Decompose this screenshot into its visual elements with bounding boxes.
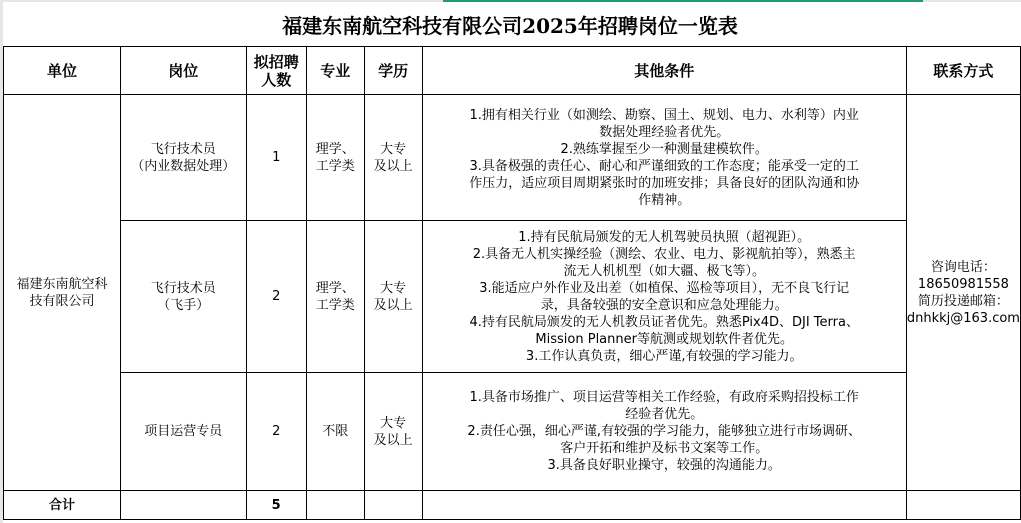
condition-line: 2.具备无人机实操经验（测绘、农业、电力、影视航拍等），熟悉主: [472, 246, 856, 262]
unit-name-line2: 技有限公司: [29, 293, 95, 309]
condition-line: 数据处理经验者优先。: [599, 124, 730, 140]
count-cell: 2: [246, 221, 306, 373]
header-row: [4, 47, 1021, 95]
condition-line: 3.具备极强的责任心、耐心和严谨细致的工作态度；能承受一定的工: [469, 158, 859, 174]
table-row: [4, 95, 1021, 221]
position-line1: 飞行技术员: [150, 280, 216, 296]
empty-cell: [306, 491, 364, 520]
condition-line: 3.具备良好职业操守，较强的沟通能力。: [547, 458, 781, 473]
position-cell: [121, 221, 247, 373]
condition-line: 录，具备较强的安全意识和应急处理能力。: [540, 297, 788, 313]
count-cell: 2: [246, 373, 306, 491]
position-cell: [121, 95, 247, 221]
header-count-line2: 人数: [261, 70, 292, 89]
education-line1: 大专: [380, 280, 407, 296]
empty-cell: [364, 491, 422, 520]
unit-cell: [4, 95, 121, 491]
header-contact: 联系方式: [906, 47, 1020, 95]
condition-line: 3.工作认真负责，细心严谨,有较强的学习能力。: [525, 348, 803, 364]
condition-line: 经验者优先。: [625, 407, 704, 422]
major-cell: [306, 221, 364, 373]
condition-line: 2.责任心强，细心严谨,有较强的学习能力，能够独立进行市场调研、: [467, 424, 861, 439]
condition-line: 1.拥有相关行业（如测绘、勘察、国土、规划、电力、水利等）内业: [469, 107, 859, 123]
major-line2: 工学类: [315, 297, 355, 313]
table-row: [4, 221, 1021, 373]
table-row: [4, 373, 1021, 491]
education-line1: 大专: [380, 141, 407, 157]
education-line2: 及以上: [373, 297, 413, 313]
condition-line: 作精神。: [638, 192, 691, 208]
condition-line: 流无人机机型（如大疆、极飞等）。: [563, 263, 765, 279]
unit-name-line1: 福建东南航空科: [16, 276, 108, 292]
total-row: [4, 491, 1021, 520]
major-cell: [306, 95, 364, 221]
education-line2: 及以上: [373, 432, 413, 448]
condition-line: 作压力，适应项目周期紧张时的加班安排；具备良好的团队沟通和协: [469, 175, 860, 191]
condition-line: 1.具备市场推广、项目运营等相关工作经验，有政府采购招投标工作: [469, 390, 859, 405]
position-line1: 飞行技术员: [150, 141, 216, 157]
education-line1: 大专: [380, 415, 407, 431]
header-count: [246, 47, 306, 95]
recruitment-table: [3, 46, 1021, 520]
header-education: 学历: [364, 47, 422, 95]
contact-cell: [906, 95, 1020, 491]
education-line2: 及以上: [373, 158, 413, 174]
count-cell: 1: [246, 95, 306, 221]
email-address: dnhkkj@163.com: [906, 310, 1020, 326]
header-unit: 单位: [4, 47, 121, 95]
position-line2: （内业数据处理）: [131, 158, 236, 174]
major-cell: 不限: [306, 373, 364, 491]
education-cell: [364, 95, 422, 221]
position-cell: 项目运营专员: [121, 373, 247, 491]
major-line1: 理学、: [315, 141, 355, 157]
total-label: 合计: [4, 491, 121, 520]
condition-line: 3.能适应户外作业及出差（如植保、巡检等项目），无不良飞行记: [479, 280, 850, 296]
education-cell: [364, 373, 422, 491]
condition-line: 2.熟练掌握至少一种测量建模软件。: [560, 141, 768, 157]
page-title: 福建东南航空科技有限公司2025年招聘岗位一览表: [282, 13, 738, 38]
header-major: 专业: [306, 47, 364, 95]
total-count: 5: [246, 491, 306, 520]
empty-cell: [121, 491, 247, 520]
header-count-line1: 拟招聘: [253, 52, 299, 71]
header-conditions: 其他条件: [422, 47, 906, 95]
position-line2: （飞手）: [157, 297, 210, 313]
condition-line: 1.持有民航局颁发的无人机驾驶员执照（超视距）。: [518, 229, 811, 245]
education-cell: [364, 221, 422, 373]
phone-number: 18650981558: [917, 276, 1009, 292]
header-position: 岗位: [121, 47, 247, 95]
condition-line: Mission Planner等航测或规划软件者优先。: [535, 331, 793, 347]
phone-label: 咨询电话：: [930, 259, 996, 275]
major-line2: 工学类: [315, 158, 355, 174]
conditions-cell: [422, 221, 906, 373]
condition-line: 客户开拓和维护及标书文案等工作。: [560, 441, 769, 456]
major-line1: 理学、: [315, 280, 355, 296]
email-label: 简历投递邮箱：: [917, 293, 1009, 309]
conditions-cell: [422, 95, 906, 221]
empty-cell: [906, 491, 1020, 520]
condition-line: 4.持有民航局颁发的无人机教员证者优先。熟悉Pix4D、DJI Terra、: [469, 314, 859, 330]
conditions-cell: [422, 373, 906, 491]
empty-cell: [422, 491, 906, 520]
